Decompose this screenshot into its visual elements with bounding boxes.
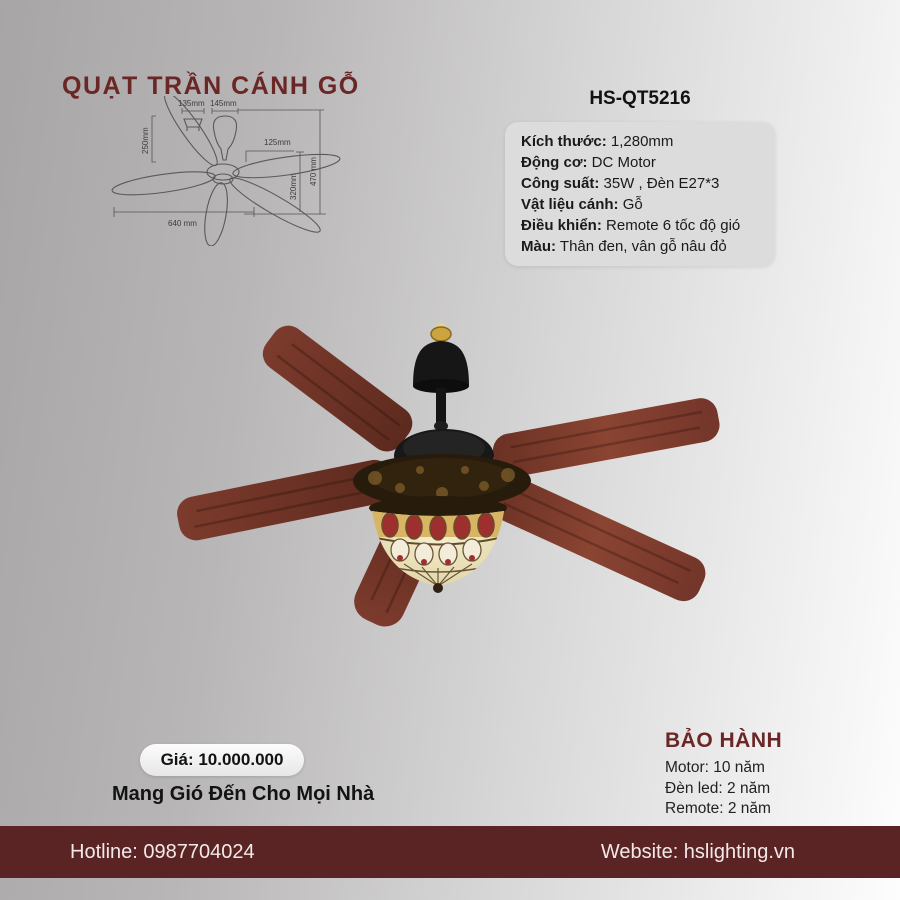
product-model: HS-QT5216 xyxy=(589,88,691,109)
slogan-text: Mang Gió Đến Cho Mọi Nhà xyxy=(112,783,375,805)
spec-row-color xyxy=(521,236,767,257)
spec-row-blade-material xyxy=(521,194,767,215)
warranty-section xyxy=(665,729,782,820)
spec-label: Vật liệu cánh: xyxy=(521,196,619,213)
spec-value: Gỗ xyxy=(622,196,643,213)
dim-label-320: 320mm xyxy=(289,173,298,200)
footer-website: Website: hslighting.vn xyxy=(600,840,795,863)
spec-label: Động cơ: xyxy=(521,154,588,171)
fan-decorative-plate xyxy=(353,454,531,520)
dim-label-470: 470 mm xyxy=(309,157,318,186)
spec-value: Remote 6 tốc độ gió xyxy=(606,217,741,234)
spec-row-motor xyxy=(521,152,767,173)
spec-value: 1,280mm xyxy=(610,133,674,150)
footer-bar xyxy=(0,826,900,878)
dim-label-145: 145mm xyxy=(210,99,237,108)
dim-label-250: 250mm xyxy=(141,127,150,154)
spec-value: Thân đen, vân gỗ nâu đỏ xyxy=(559,238,727,255)
price-badge: Giá: 10.000.000 xyxy=(140,744,304,776)
spec-label: Kích thước: xyxy=(521,133,607,150)
dim-label-640: 640 mm xyxy=(168,219,197,228)
warranty-title: BẢO HÀNH xyxy=(665,729,783,752)
diagram-fan-outline xyxy=(111,96,341,246)
spec-value: DC Motor xyxy=(591,154,656,171)
spec-row-power xyxy=(521,173,767,194)
spec-row-size xyxy=(521,131,767,152)
spec-box xyxy=(505,122,775,266)
warranty-item-motor: Motor: 10 năm xyxy=(665,759,765,776)
dim-label-135: 135mm xyxy=(178,99,205,108)
spec-label: Màu: xyxy=(521,238,556,255)
fan-dimension-diagram xyxy=(94,96,356,246)
spec-row-control xyxy=(521,215,767,236)
footer-hotline: Hotline: 0987704024 xyxy=(70,840,255,863)
warranty-item-remote: Remote: 2 năm xyxy=(665,800,771,817)
spec-value: 35W , Đèn E27*3 xyxy=(603,175,720,192)
spec-label: Công suất: xyxy=(521,175,600,192)
dim-label-125: 125mm xyxy=(264,138,291,147)
fan-finial xyxy=(431,323,451,341)
spec-label: Điều khiển: xyxy=(521,217,602,234)
fan-product-image xyxy=(150,318,750,640)
warranty-item-led: Đèn led: 2 năm xyxy=(665,779,771,797)
page-title: QUẠT TRẦN CÁNH GỖ xyxy=(62,72,360,100)
